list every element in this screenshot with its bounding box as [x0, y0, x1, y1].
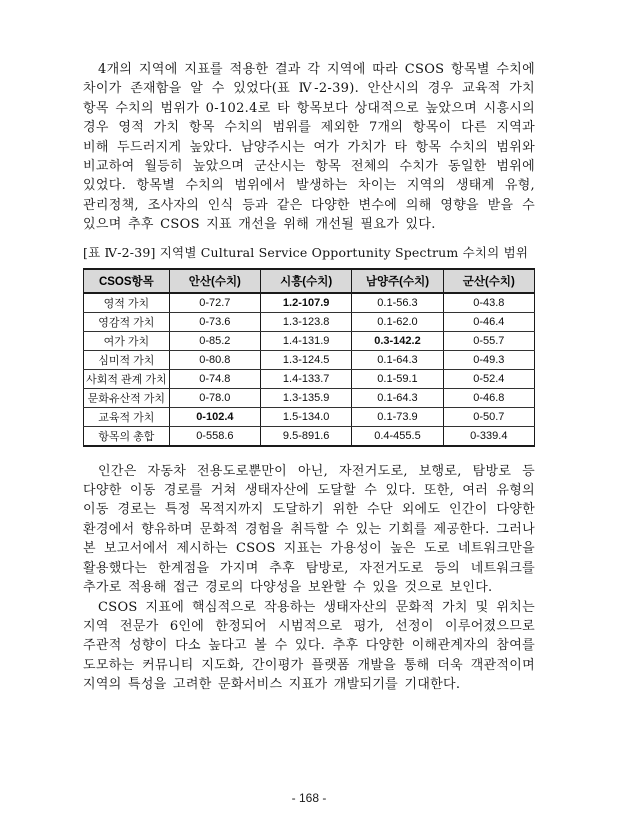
row-label-cell: 여가 가치 — [84, 331, 170, 350]
value-cell: 0.3-142.2 — [352, 331, 443, 350]
page-number: - 168 - — [291, 791, 327, 805]
row-label-cell: 영감적 가치 — [84, 312, 170, 331]
value-cell: 0-46.8 — [443, 388, 534, 407]
value-cell: 1.3-124.5 — [261, 350, 352, 369]
value-cell: 0-49.3 — [443, 350, 534, 369]
value-cell: 0.1-73.9 — [352, 407, 443, 426]
row-label-cell: 영적 가치 — [84, 293, 170, 313]
value-cell: 0-46.4 — [443, 312, 534, 331]
value-cell: 1.4-133.7 — [261, 369, 352, 388]
table-header-row — [84, 269, 535, 293]
column-header-namyangju: 남양주(수치) — [352, 269, 443, 293]
row-label-cell: 심미적 가치 — [84, 350, 170, 369]
value-cell: 0-78.0 — [169, 388, 260, 407]
row-label-cell: 사회적 관계 가치 — [84, 369, 170, 388]
value-cell: 1.2-107.9 — [261, 293, 352, 313]
body-paragraph-3: CSOS 지표에 핵심적으로 작용하는 생태자산의 문화적 가치 및 위치는 지역 전문가 6인에 한정되어 시범적으로 평가, 선정이 이루어졌으므로 주관적 성향이 다소 높다고 볼 수 있다. 추후 다양한 이해관계자의 참여를 도모하는 커뮤니티 지도화, 간이평가 플랫폼 개발을 통해 더욱 객관적이며 지역의 특성을 고려한 문화서비스 지표가 개발되기를 기대한다. — [83, 599, 535, 693]
column-header-item: CSOS항목 — [84, 269, 170, 293]
value-cell: 0-55.7 — [443, 331, 534, 350]
value-cell: 0-558.6 — [169, 426, 260, 446]
table-row — [84, 331, 535, 350]
value-cell: 1.5-134.0 — [261, 407, 352, 426]
column-header-ansan: 안산(수치) — [169, 269, 260, 293]
table-body — [84, 293, 535, 446]
value-cell: 0-102.4 — [169, 407, 260, 426]
value-cell: 9.5-891.6 — [261, 426, 352, 446]
value-cell: 0.1-64.3 — [352, 350, 443, 369]
column-header-gunsan: 군산(수치) — [443, 269, 534, 293]
value-cell: 1.4-131.9 — [261, 331, 352, 350]
value-cell: 0-85.2 — [169, 331, 260, 350]
value-cell: 0-74.8 — [169, 369, 260, 388]
table-header — [84, 269, 535, 293]
table-row — [84, 426, 535, 446]
table-row — [84, 293, 535, 313]
value-cell: 0.1-62.0 — [352, 312, 443, 331]
value-cell: 0-80.8 — [169, 350, 260, 369]
value-cell: 0.1-56.3 — [352, 293, 443, 313]
value-cell: 0-43.8 — [443, 293, 534, 313]
table-row — [84, 369, 535, 388]
value-cell: 0.1-59.1 — [352, 369, 443, 388]
value-cell: 0-52.4 — [443, 369, 534, 388]
page-content — [83, 60, 535, 695]
value-cell: 0.4-455.5 — [352, 426, 443, 446]
row-label-cell: 문화유산적 가치 — [84, 388, 170, 407]
row-label-cell: 항목의 총합 — [98, 430, 155, 443]
table-row — [84, 350, 535, 369]
csos-range-table — [83, 268, 535, 447]
column-header-siheung: 시흥(수치) — [261, 269, 352, 293]
table-row — [84, 407, 535, 426]
body-paragraph-2: 인간은 자동차 전용도로뿐만이 아닌, 자전거도로, 보행로, 탐방로 등 다양한 이동 경로를 거쳐 생태자산에 도달할 수 있다. 또한, 여러 유형의 이동 경로는 특정 목적지까지 도달하기 위한 수단 외에도 인간이 다양한 환경에서 향유하며 문화적 경험을 취득할 수 있는 기회를 제공한다. 그러나 본 보고서에서 제시하는 CSOS 지표는 가용성이 높은 도로 네트워크만을 활용했다는 한계점을 가지며 추후 탐방로, 자전거도로 등의 네트워크를 추가로 적용해 접근 경로의 다양성을 보완할 수 있을 것으로 보인다. — [83, 463, 535, 596]
value-cell: 0-50.7 — [443, 407, 534, 426]
table-caption: [표 Ⅳ-2-39] 지역별 Cultural Service Opportunity Spectrum 수치의 범위 — [83, 244, 529, 260]
table-row — [84, 312, 535, 331]
value-cell: 1.3-123.8 — [261, 312, 352, 331]
value-cell: 0-72.7 — [169, 293, 260, 313]
value-cell: 0-73.6 — [169, 312, 260, 331]
row-label-cell: 교육적 가치 — [84, 407, 170, 426]
table-row — [84, 388, 535, 407]
value-cell: 1.3-135.9 — [261, 388, 352, 407]
value-cell: 0-339.4 — [443, 426, 534, 446]
value-cell: 0.1-64.3 — [352, 388, 443, 407]
body-paragraph-1: 4개의 지역에 지표를 적용한 결과 각 지역에 따라 CSOS 항목별 수치에 차이가 존재함을 알 수 있었다(표 Ⅳ-2-39). 안산시의 경우 교육적 가치 항목 수치의 범위가 0-102.4로 타 항목보다 상대적으로 높았으며 시흥시의 경우 영적 가치 항목 수치의 범위를 제외한 7개의 항목이 다른 지역과 비해 두드러지게 높았다. 남양주시는 여가 가치가 타 항목 수치의 범위와 비교하여 월등히 높았으며 군산시는 항목 전체의 수치가 동일한 범위에 있었다. 항목별 수치의 범위에서 발생하는 차이는 지역의 생태계 유형, 관리정책, 조사자의 인식 등과 같은 다양한 변수에 의해 영향을 받을 수 있으며 추후 CSOS 지표 개선을 위해 개선될 필요가 있다. — [83, 62, 535, 233]
